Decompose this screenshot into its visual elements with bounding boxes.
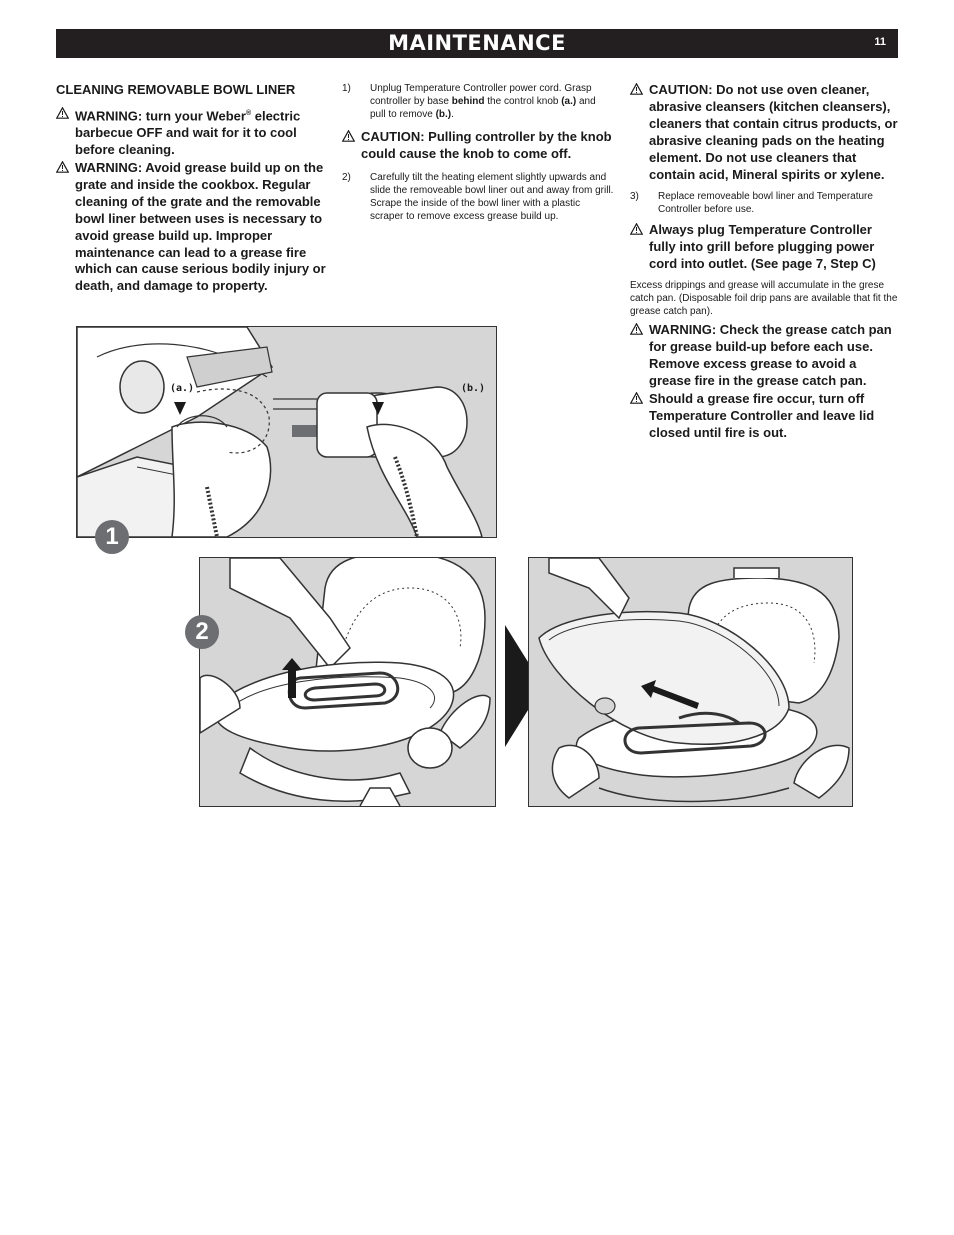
step-2 [342, 171, 614, 223]
step-text: Replace removeable bowl liner and Temperature Controller before use. [658, 191, 873, 216]
step-number: 2) [342, 171, 351, 183]
warning-triangle-icon [630, 83, 643, 95]
figure-tilt-element [199, 557, 496, 807]
step-text: the control knob [484, 96, 562, 107]
step-1 [342, 82, 614, 121]
warning-text: electric barbecue OFF and wait for it to cool before cleaning. [75, 108, 301, 158]
warning-turn-off [56, 106, 332, 159]
warning-check-pan [630, 322, 898, 390]
page-title: MAINTENANCE [388, 31, 566, 55]
step-text-bold: (a.) [561, 96, 577, 107]
column-right [630, 82, 898, 443]
column-middle [342, 82, 614, 231]
warning-text: WARNING: turn your Weber [75, 108, 246, 124]
warning-grease-fire [630, 391, 898, 442]
warning-triangle-icon [630, 323, 643, 335]
caution-knob [342, 129, 614, 163]
warning-triangle-icon [56, 161, 69, 173]
step-text: Unplug Temperature Controller power cord. Grasp controller by base [370, 83, 592, 107]
step-number: 3) [630, 191, 639, 203]
step-text: . [451, 109, 454, 120]
note-grease-pan: Excess drippings and grease will accumulate in the grese catch pan. (Disposable foil drip pans are available that fit the grease catch pan). [630, 280, 898, 318]
figure-slide-liner [528, 557, 853, 807]
step-1-badge: 1 [95, 520, 129, 554]
warning-text: WARNING: Check the grease catch pan for grease build-up before each use. Remove excess grease to avoid a grease fire in the grease catch pan. [649, 322, 892, 388]
warning-triangle-icon [630, 392, 643, 404]
warning-grease-buildup [56, 160, 332, 295]
warning-text: WARNING: Avoid grease build up on the grate and inside the cookbox. Regular cleaning of the grate and the removable bowl liner between uses is necessary to avoid grease build up. Improper maintenance can lead to a grease fire which can cause serious bodily injury or death, and damage to property. [75, 160, 326, 294]
caution-cleaners [630, 82, 898, 183]
caution-text: CAUTION: Do not use oven cleaner, abrasive cleansers (kitchen cleansers), cleaners that contain citrus products, or abrasive cleaning pads on the heating element. Do not use cleaners that contain acid, Mineral spirits or xylene. [649, 82, 898, 182]
warning-triangle-icon [630, 223, 643, 235]
step-2-badge: 2 [185, 615, 219, 649]
tilt-element-illustration [200, 558, 495, 806]
warning-plug-controller [630, 222, 898, 273]
step-text-bold: (b.) [435, 109, 452, 120]
step-text-bold: behind [451, 96, 485, 107]
step-text: Carefully tilt the heating element slightly upwards and slide the removeable bowl liner out and away from grill. Scrape the inside of the bowl liner with a plastic scraper to remove excess grease build up. [370, 171, 614, 222]
page-number: 11 [874, 36, 886, 48]
page-header [56, 29, 898, 58]
warning-triangle-icon [56, 107, 69, 119]
registered-mark: ® [245, 110, 252, 117]
warning-text: Always plug Temperature Controller fully into grill before plugging power cord into outlet. (See page 7, Step C) [649, 222, 876, 272]
callout-b-label: (b.) [461, 383, 486, 394]
column-left [56, 82, 332, 296]
step-3 [630, 190, 898, 216]
step-text: and pull to remove [370, 96, 596, 120]
slide-liner-illustration [529, 558, 852, 806]
warning-text: Should a grease fire occur, turn off Temperature Controller and leave lid closed until fire is out. [649, 390, 875, 440]
caution-text: CAUTION: Pulling controller by the knob could cause the knob to come off. [361, 129, 612, 161]
figure-remove-controller [76, 326, 497, 538]
step-number: 1) [342, 83, 351, 94]
section-title: CLEANING REMOVABLE BOWL LINER [56, 82, 296, 97]
warning-triangle-icon [342, 130, 355, 142]
callout-a-label: (a.) [170, 383, 195, 394]
controller-illustration [77, 327, 496, 537]
